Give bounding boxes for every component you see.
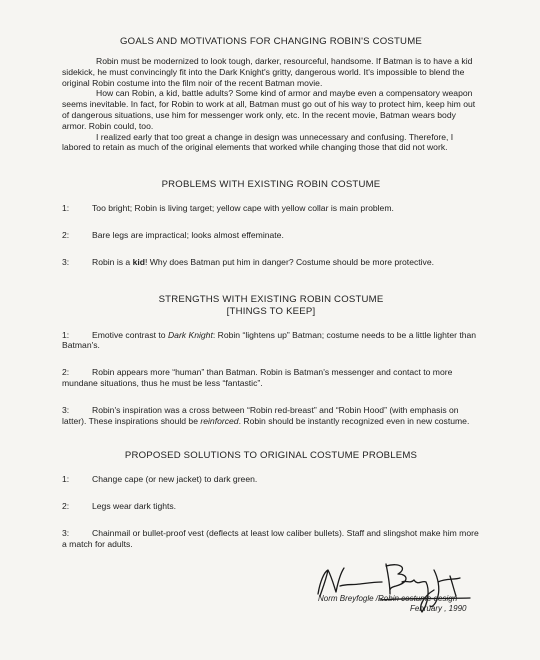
- solution-text: Change cape (or new jacket) to dark green.: [92, 474, 258, 485]
- problem-text-bold: kid: [132, 256, 146, 267]
- problem-item-2: [62, 230, 480, 241]
- strength-item-3: [62, 405, 480, 427]
- problem-number: 2:: [62, 229, 70, 240]
- problem-text-post: ! Why does Batman put him in danger? Costume should be more protective.: [145, 256, 435, 267]
- solution-number: 1:: [62, 474, 70, 485]
- strength-text-pre: Emotive contrast to: [92, 329, 168, 340]
- signature-date: February , 1990: [410, 604, 467, 613]
- strength-text-em: Dark Knight: [167, 329, 213, 340]
- problem-number: 3:: [62, 256, 70, 267]
- strength-number: 2:: [62, 367, 70, 378]
- strength-item-1: [62, 330, 480, 352]
- solution-text: Legs wear dark tights.: [92, 501, 177, 512]
- signature-caption: Norm Breyfogle /Robin costume design: [318, 594, 458, 603]
- goals-heading: GOALS AND MOTIVATIONS FOR CHANGING ROBIN'S COSTUME: [120, 36, 422, 47]
- solutions-heading: PROPOSED SOLUTIONS TO ORIGINAL COSTUME PROBLEMS: [124, 450, 418, 462]
- strength-text-pre: Robin's inspiration was a cross between “Robin red-breast” and “Robin Hood” (with emphasis on latter). These inspirations should be: [62, 404, 459, 426]
- goals-paragraph-3: I realized early that too great a change in design was unnecessary and confusing. Therefore, I labored to retain as much of the original elements that worked while changing those that did not work.: [62, 131, 454, 153]
- strength-text-em: reinforced: [200, 415, 239, 426]
- problem-text: Too bright; Robin is living target; yellow cape with yellow collar is main problem.: [92, 203, 394, 214]
- problem-text: Bare legs are impractical; looks almost effeminate.: [92, 229, 284, 240]
- strength-number: 3:: [62, 404, 70, 415]
- goals-paragraph-2: How can Robin, a kid, battle adults? Some kind of armor and maybe even a compensatory weapon seems inevitable. In fact, for Robin to work at all, Batman must go out of his way to protect him, keep him out of dangerous situations, use him for messenger work only, etc. In the recent movie, Batman wears body armor. Robin could, too.: [62, 88, 476, 131]
- strength-text: Robin appears more “human” than Batman. Robin is Batman's messenger and contact to more mundane situations, thus he must be less “fantastic”.: [62, 367, 453, 388]
- problem-text-pre: Robin is a: [92, 256, 133, 267]
- problem-item-1: [62, 203, 480, 214]
- solution-item-2: [62, 501, 480, 512]
- solution-item-1: [62, 474, 480, 485]
- problem-number: 1:: [62, 203, 70, 214]
- strengths-subheading: [THINGS TO KEEP]: [226, 305, 316, 317]
- strength-number: 1:: [62, 329, 70, 340]
- problems-heading: PROBLEMS WITH EXISTING ROBIN COSTUME: [161, 179, 381, 191]
- strength-item-2: [62, 367, 480, 389]
- problem-item-3: [62, 257, 480, 268]
- strengths-heading: STRENGTHS WITH EXISTING ROBIN COSTUME: [158, 293, 384, 305]
- solution-number: 2:: [62, 501, 70, 512]
- solution-text: Chainmail or bullet-proof vest (deflects at least low caliber bullets). Staff and slingshot make him more a match for adults.: [62, 527, 479, 549]
- solution-number: 3:: [62, 527, 70, 538]
- solution-item-3: [62, 528, 480, 550]
- goals-paragraph-1: Robin must be modernized to look tough, darker, resourceful, handsome. If Batman is to have a kid sidekick, he must convincingly fit into the Dark Knight's gritty, dangerous world. It's impossible to blend the original Robin costume into the film noir of the recent Batman movie.: [62, 56, 473, 88]
- strength-text-post: : Robin “lightens up” Batman; costume needs to be a little lighter than Batman's.: [62, 329, 477, 351]
- strength-text-post: . Robin should be instantly recognized even in new costume.: [238, 415, 470, 426]
